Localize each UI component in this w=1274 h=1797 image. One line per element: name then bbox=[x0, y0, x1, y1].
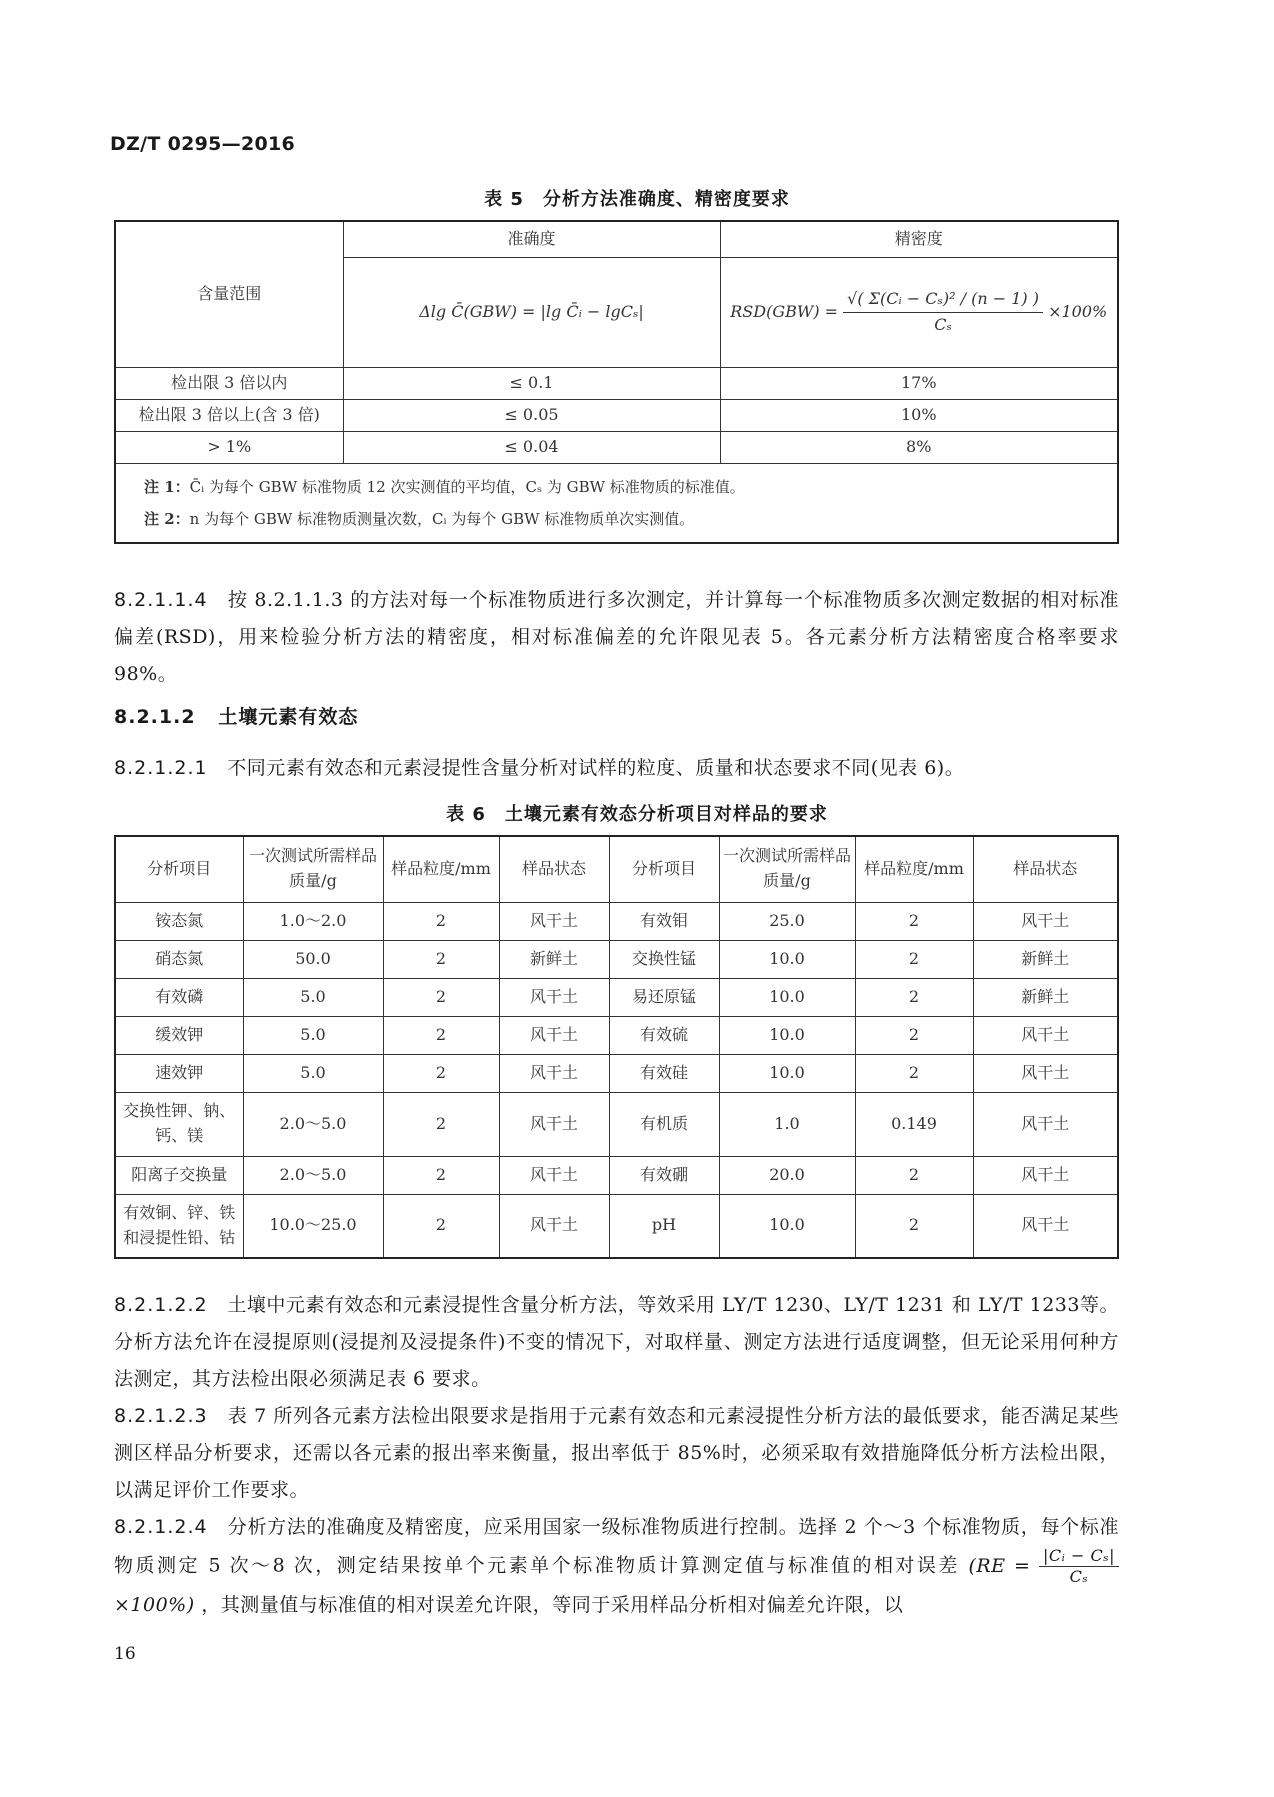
table-row bbox=[115, 978, 1118, 1016]
table-cell: 风干土 bbox=[499, 1092, 609, 1156]
t5-row-accuracy: ≤ 0.04 bbox=[343, 431, 720, 463]
table-row bbox=[115, 940, 1118, 978]
table-row bbox=[115, 1054, 1118, 1092]
table-cell: 风干土 bbox=[499, 978, 609, 1016]
table-cell: 2 bbox=[855, 1016, 973, 1054]
para-text-a: 分析方法的准确度及精密度，应采用国家一级标准物质进行控制。选择 2 个～3 个标准物质，每个标准物质测定 5 次～8 次，测定结果按单个元素单个标准物质计算测定值与标准值的相对误差 bbox=[114, 1516, 1119, 1577]
t5-row-range: 检出限 3 倍以内 bbox=[115, 367, 343, 399]
rsd-left: RSD(GBW) = bbox=[730, 301, 839, 321]
table-cell: 风干土 bbox=[499, 1194, 609, 1258]
section-title: 土壤元素有效态 bbox=[218, 706, 359, 728]
table-row bbox=[115, 1016, 1118, 1054]
table-cell: 易还原锰 bbox=[609, 978, 719, 1016]
table-cell: 风干土 bbox=[973, 1194, 1118, 1258]
t6-header: 分析项目 bbox=[609, 836, 719, 902]
t6-header: 一次测试所需样品质量/g bbox=[719, 836, 855, 902]
table-cell: 风干土 bbox=[973, 1156, 1118, 1194]
table-cell: 2 bbox=[383, 1054, 499, 1092]
table-cell: 2.0～5.0 bbox=[243, 1156, 383, 1194]
t6-header: 样品状态 bbox=[973, 836, 1118, 902]
table-cell: 风干土 bbox=[499, 1016, 609, 1054]
table-cell: 有效磷 bbox=[115, 978, 243, 1016]
t6-header: 样品状态 bbox=[499, 836, 609, 902]
re-numerator: |Cᵢ − Cₛ| bbox=[1039, 1546, 1119, 1567]
re-fraction bbox=[1039, 1546, 1119, 1587]
section-8-2-1-2 bbox=[114, 702, 358, 729]
para-text: 按 8.2.1.1.3 的方法对每一个标准物质进行多次测定，并计算每一个标准物质多次测定数据的相对标准偏差(RSD)，用来检验分析方法的精密度，相对标准偏差的允许限见表 5。各元素分析方法精密度合格率要求 98%。 bbox=[114, 589, 1119, 685]
table-cell: 10.0 bbox=[719, 940, 855, 978]
rsd-fraction bbox=[843, 287, 1043, 338]
t5-note-1 bbox=[144, 471, 1089, 503]
rsd-numerator: √( Σ(Cᵢ − Cₛ)² / (n − 1) ) bbox=[843, 287, 1043, 313]
table-cell: 20.0 bbox=[719, 1156, 855, 1194]
table-cell: 风干土 bbox=[499, 1054, 609, 1092]
table-cell: 风干土 bbox=[973, 1092, 1118, 1156]
table-cell: 有效硼 bbox=[609, 1156, 719, 1194]
table6 bbox=[114, 835, 1119, 1259]
t5-head-range: 含量范围 bbox=[115, 221, 343, 367]
table-row bbox=[115, 1156, 1118, 1194]
para-text-b: ，其测量值与标准值的相对误差允许限，等同于采用样品分析相对偏差允许限，以 bbox=[201, 1594, 904, 1616]
re-left: (RE = bbox=[968, 1554, 1031, 1577]
table-cell: 铵态氮 bbox=[115, 902, 243, 940]
table-cell: 10.0 bbox=[719, 1194, 855, 1258]
table-cell: 有机质 bbox=[609, 1092, 719, 1156]
t5-row-precision: 17% bbox=[720, 367, 1118, 399]
document-code: DZ/T 0295—2016 bbox=[110, 133, 296, 155]
table-cell: 2 bbox=[855, 1156, 973, 1194]
table-cell: 有效硅 bbox=[609, 1054, 719, 1092]
para-8-2-1-2-4 bbox=[114, 1509, 1119, 1624]
para-number: 8.2.1.2.2 bbox=[114, 1294, 208, 1316]
para-text: 土壤中元素有效态和元素浸提性含量分析方法，等效采用 LY/T 1230、LY/T 1231 和 LY/T 1233等。分析方法允许在浸提原则(浸提剂及浸提条件)不变的情况下，对取样量、测定方法进行适度调整，但无论采用何种方法测定，其方法检出限必须满足表 6 要求。 bbox=[114, 1294, 1120, 1390]
t6-header: 分析项目 bbox=[115, 836, 243, 902]
table-cell: 1.0 bbox=[719, 1092, 855, 1156]
table-row bbox=[115, 902, 1118, 940]
table-cell: 10.0 bbox=[719, 1016, 855, 1054]
table-cell: 风干土 bbox=[973, 902, 1118, 940]
t6-header: 样品粒度/mm bbox=[383, 836, 499, 902]
table-cell: 0.149 bbox=[855, 1092, 973, 1156]
note1-text: C̄ᵢ 为每个 GBW 标准物质 12 次实测值的平均值，Cₛ 为 GBW 标准物质的标准值。 bbox=[189, 477, 745, 496]
note2-label: 注 2： bbox=[144, 509, 190, 528]
table-cell: 硝态氮 bbox=[115, 940, 243, 978]
table-cell: 2 bbox=[383, 940, 499, 978]
t5-note-2 bbox=[144, 503, 1089, 535]
table-cell: 5.0 bbox=[243, 1016, 383, 1054]
table-cell: 5.0 bbox=[243, 1054, 383, 1092]
t5-row-accuracy: ≤ 0.1 bbox=[343, 367, 720, 399]
t5-row-precision: 8% bbox=[720, 431, 1118, 463]
rsd-denominator: Cₛ bbox=[934, 314, 952, 334]
table-cell: 风干土 bbox=[973, 1016, 1118, 1054]
para-number: 8.2.1.2.1 bbox=[114, 757, 208, 779]
para-8-2-1-2-2 bbox=[114, 1287, 1119, 1398]
table-cell: 2 bbox=[855, 1054, 973, 1092]
para-8-2-1-2-3 bbox=[114, 1398, 1119, 1509]
para-8-2-1-1-4 bbox=[114, 582, 1119, 693]
table-cell: 交换性锰 bbox=[609, 940, 719, 978]
table-cell: 有效铜、锌、铁和浸提性铅、钴 bbox=[115, 1194, 243, 1258]
table-cell: 2 bbox=[383, 1092, 499, 1156]
table5 bbox=[114, 220, 1119, 544]
table-cell: 风干土 bbox=[973, 1054, 1118, 1092]
note1-label: 注 1： bbox=[144, 477, 190, 496]
t6-header: 样品粒度/mm bbox=[855, 836, 973, 902]
table-cell: 10.0 bbox=[719, 978, 855, 1016]
table-cell: 50.0 bbox=[243, 940, 383, 978]
t5-head-precision: 精密度 bbox=[720, 221, 1118, 257]
table-cell: 速效钾 bbox=[115, 1054, 243, 1092]
table-cell: 阳离子交换量 bbox=[115, 1156, 243, 1194]
table-cell: 2 bbox=[855, 978, 973, 1016]
table-cell: 新鲜土 bbox=[499, 940, 609, 978]
para-number: 8.2.1.2.4 bbox=[114, 1516, 208, 1538]
table-cell: 2 bbox=[383, 1156, 499, 1194]
table-cell: 1.0～2.0 bbox=[243, 902, 383, 940]
t5-head-accuracy: 准确度 bbox=[343, 221, 720, 257]
t5-row-precision: 10% bbox=[720, 399, 1118, 431]
table-cell: 2 bbox=[855, 902, 973, 940]
section-number: 8.2.1.2 bbox=[114, 706, 196, 728]
table-cell: pH bbox=[609, 1194, 719, 1258]
table-cell: 2.0～5.0 bbox=[243, 1092, 383, 1156]
para-8-2-1-2-1 bbox=[114, 750, 1119, 787]
t5-precision-formula bbox=[720, 257, 1118, 367]
table-cell: 交换性钾、钠、钙、镁 bbox=[115, 1092, 243, 1156]
table-cell: 有效硫 bbox=[609, 1016, 719, 1054]
re-denominator: Cₛ bbox=[1069, 1567, 1089, 1586]
table-cell: 新鲜土 bbox=[973, 940, 1118, 978]
table-cell: 2 bbox=[383, 978, 499, 1016]
table5-caption: 表 5 分析方法准确度、精密度要求 bbox=[484, 189, 790, 210]
table-cell: 2 bbox=[383, 1194, 499, 1258]
note2-text: n 为每个 GBW 标准物质测量次数，Cᵢ 为每个 GBW 标准物质单次实测值。 bbox=[189, 509, 695, 528]
table-cell: 10.0 bbox=[719, 1054, 855, 1092]
para-text: 不同元素有效态和元素浸提性含量分析对试样的粒度、质量和状态要求不同(见表 6)。 bbox=[227, 757, 965, 779]
t5-row-range: > 1% bbox=[115, 431, 343, 463]
table-cell: 2 bbox=[383, 1016, 499, 1054]
para-number: 8.2.1.1.4 bbox=[114, 589, 208, 611]
page-number: 16 bbox=[114, 1644, 136, 1664]
table-cell: 10.0～25.0 bbox=[243, 1194, 383, 1258]
para-number: 8.2.1.2.3 bbox=[114, 1405, 208, 1427]
t5-row-range: 检出限 3 倍以上(含 3 倍) bbox=[115, 399, 343, 431]
table-cell: 缓效钾 bbox=[115, 1016, 243, 1054]
t5-row-accuracy: ≤ 0.05 bbox=[343, 399, 720, 431]
para-text: 表 7 所列各元素方法检出限要求是指用于元素有效态和元素浸提性分析方法的最低要求，能否满足某些测区样品分析要求，还需以各元素的报出率来衡量，报出率低于 85%时，必须采取有效措施降低分析方法检出限，以满足评价工作要求。 bbox=[114, 1405, 1119, 1501]
t5-notes bbox=[115, 463, 1118, 543]
table-cell: 有效钼 bbox=[609, 902, 719, 940]
rsd-right: ×100% bbox=[1048, 301, 1108, 321]
t6-header: 一次测试所需样品质量/g bbox=[243, 836, 383, 902]
table-cell: 新鲜土 bbox=[973, 978, 1118, 1016]
table-cell: 风干土 bbox=[499, 1156, 609, 1194]
table-cell: 2 bbox=[855, 940, 973, 978]
table6-caption: 表 6 土壤元素有效态分析项目对样品的要求 bbox=[446, 804, 828, 825]
table-row bbox=[115, 1092, 1118, 1156]
table-cell: 2 bbox=[855, 1194, 973, 1258]
table-row bbox=[115, 1194, 1118, 1258]
t5-accuracy-formula: Δlg C̄(GBW) = |lg C̄ᵢ − lgCₛ| bbox=[343, 257, 720, 367]
table-cell: 25.0 bbox=[719, 902, 855, 940]
re-right: ×100%) bbox=[114, 1594, 195, 1616]
table-cell: 风干土 bbox=[499, 902, 609, 940]
table-cell: 2 bbox=[383, 902, 499, 940]
table-cell: 5.0 bbox=[243, 978, 383, 1016]
